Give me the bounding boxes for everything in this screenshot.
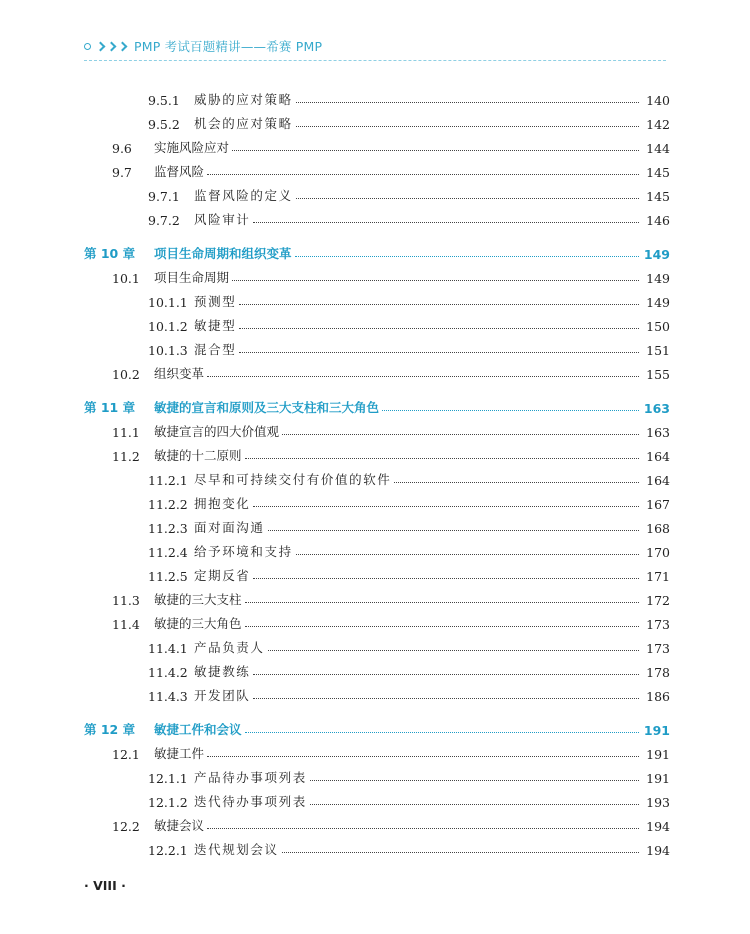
dot-leader	[282, 434, 639, 435]
toc-entry-title: 敏捷宣言的四大价值观	[154, 424, 280, 439]
toc-entry-page: 167	[646, 497, 670, 512]
table-of-contents	[0, 84, 750, 858]
dot-leader	[382, 410, 639, 411]
toc-entry-page: 193	[646, 795, 670, 810]
toc-entry-page: 149	[643, 247, 670, 262]
dot-leader	[245, 732, 639, 733]
dot-leader	[245, 626, 639, 627]
toc-entry-number: 10.1.1	[148, 295, 188, 310]
dot-leader	[310, 804, 639, 805]
toc-entry-page: 164	[646, 449, 670, 464]
dot-leader	[282, 852, 639, 853]
dot-leader	[253, 698, 639, 699]
toc-entry-number: 第 12 章	[84, 722, 136, 737]
toc-entry-title: 定期反省	[194, 568, 251, 583]
toc-entry-number: 9.5.1	[148, 93, 180, 108]
dot-leader	[207, 756, 639, 757]
toc-entry-title: 敏捷型	[194, 318, 237, 333]
toc-entry-number: 12.1.1	[148, 771, 188, 786]
toc-entry-number: 11.3	[112, 593, 140, 608]
toc-entry[interactable]	[0, 180, 750, 204]
dot-leader	[310, 780, 639, 781]
toc-entry-title: 实施风险应对	[154, 140, 230, 155]
header-divider	[84, 60, 666, 61]
dot-leader	[296, 126, 639, 127]
dot-leader	[268, 530, 639, 531]
toc-entry-page: 191	[646, 771, 670, 786]
page-number: · VIII ·	[84, 878, 126, 893]
toc-entry-title: 产品待办事项列表	[194, 770, 307, 785]
toc-entry-page: 151	[646, 343, 670, 358]
toc-entry-page: 149	[646, 271, 670, 286]
toc-entry-number: 10.2	[112, 367, 140, 382]
toc-entry-number: 9.6	[112, 141, 132, 156]
dot-leader	[207, 828, 639, 829]
toc-entry-page: 155	[646, 367, 670, 382]
toc-entry-title: 项目生命周期和组织变革	[154, 246, 292, 261]
toc-entry-title: 敏捷的三大角色	[154, 616, 242, 631]
toc-entry-number: 11.2.3	[148, 521, 188, 536]
toc-chapter-entry[interactable]	[0, 714, 750, 738]
dot-leader	[296, 554, 639, 555]
toc-entry[interactable]	[0, 512, 750, 536]
toc-entry-title: 敏捷教练	[194, 664, 251, 679]
toc-chapter-entry[interactable]	[0, 238, 750, 262]
dot-leader	[296, 102, 639, 103]
toc-entry-number: 9.7	[112, 165, 132, 180]
toc-entry-number: 9.5.2	[148, 117, 180, 132]
toc-entry-page: 178	[646, 665, 670, 680]
toc-entry-title: 预测型	[194, 294, 237, 309]
dot-leader	[239, 304, 639, 305]
toc-entry-page: 173	[646, 641, 670, 656]
toc-entry-number: 11.4.3	[148, 689, 188, 704]
dot-leader	[295, 256, 639, 257]
toc-entry-number: 11.2.2	[148, 497, 188, 512]
toc-entry-page: 173	[646, 617, 670, 632]
dot-leader	[245, 458, 639, 459]
toc-entry-page: 194	[646, 843, 670, 858]
toc-entry[interactable]	[0, 608, 750, 632]
toc-entry[interactable]	[0, 560, 750, 584]
dot-leader	[253, 674, 639, 675]
toc-entry-title: 尽早和可持续交付有价值的软件	[194, 472, 392, 487]
toc-entry[interactable]	[0, 656, 750, 680]
toc-entry-title: 敏捷的三大支柱	[154, 592, 242, 607]
toc-entry-page: 163	[646, 425, 670, 440]
dot-leader	[253, 506, 639, 507]
running-header	[84, 36, 322, 56]
toc-entry[interactable]	[0, 810, 750, 834]
dot-leader	[232, 280, 639, 281]
toc-entry-title: 敏捷工件和会议	[154, 722, 242, 737]
toc-entry-page: 194	[646, 819, 670, 834]
toc-entry-page: 145	[646, 165, 670, 180]
toc-entry[interactable]	[0, 632, 750, 656]
toc-entry-title: 项目生命周期	[154, 270, 230, 285]
dot-leader	[253, 578, 639, 579]
toc-entry[interactable]	[0, 156, 750, 180]
toc-entry-title: 拥抱变化	[194, 496, 251, 511]
toc-entry-page: 163	[643, 401, 670, 416]
circle-icon	[84, 43, 91, 50]
toc-entry-number: 第 10 章	[84, 246, 136, 261]
toc-entry-title: 混合型	[194, 342, 237, 357]
toc-entry-number: 11.2.1	[148, 473, 188, 488]
toc-entry[interactable]	[0, 286, 750, 310]
toc-entry[interactable]	[0, 440, 750, 464]
toc-entry-page: 191	[646, 747, 670, 762]
toc-entry-page: 146	[646, 213, 670, 228]
toc-entry[interactable]	[0, 464, 750, 488]
toc-entry[interactable]	[0, 204, 750, 228]
toc-entry-title: 迭代待办事项列表	[194, 794, 307, 809]
toc-entry-number: 11.4.2	[148, 665, 188, 680]
toc-entry-number: 11.2	[112, 449, 140, 464]
toc-entry-title: 敏捷的宣言和原则及三大支柱和三大角色	[154, 400, 380, 415]
toc-entry-page: 149	[646, 295, 670, 310]
dot-leader	[239, 328, 639, 329]
toc-entry-number: 12.2	[112, 819, 140, 834]
toc-entry[interactable]	[0, 416, 750, 440]
toc-entry-title: 威胁的应对策略	[194, 92, 293, 107]
toc-entry-page: 142	[646, 117, 670, 132]
toc-entry-number: 11.2.4	[148, 545, 188, 560]
dot-leader	[232, 150, 639, 151]
dot-leader	[245, 602, 639, 603]
toc-entry-number: 10.1.3	[148, 343, 188, 358]
toc-entry-page: 191	[643, 723, 670, 738]
toc-entry-page: 168	[646, 521, 670, 536]
toc-entry-number: 10.1.2	[148, 319, 188, 334]
toc-entry-number: 10.1	[112, 271, 140, 286]
toc-entry[interactable]	[0, 786, 750, 810]
toc-entry-number: 12.2.1	[148, 843, 188, 858]
toc-entry[interactable]	[0, 108, 750, 132]
dot-leader	[207, 174, 639, 175]
toc-entry-title: 机会的应对策略	[194, 116, 293, 131]
dot-leader	[239, 352, 639, 353]
toc-entry-number: 第 11 章	[84, 400, 136, 415]
toc-entry-number: 11.4	[112, 617, 140, 632]
toc-chapter-entry[interactable]	[0, 392, 750, 416]
toc-entry-title: 敏捷会议	[154, 818, 205, 833]
toc-entry-page: 171	[646, 569, 670, 584]
toc-entry-title: 敏捷工件	[154, 746, 205, 761]
dot-leader	[394, 482, 639, 483]
toc-entry[interactable]	[0, 680, 750, 704]
toc-entry-number: 11.1	[112, 425, 140, 440]
toc-entry-title: 给予环境和支持	[194, 544, 293, 559]
toc-entry-title: 风险审计	[194, 212, 251, 227]
toc-entry-title: 组织变革	[154, 366, 205, 381]
toc-entry-title: 开发团队	[194, 688, 251, 703]
toc-entry-page: 145	[646, 189, 670, 204]
toc-entry-title: 敏捷的十二原则	[154, 448, 242, 463]
dot-leader	[207, 376, 639, 377]
toc-entry-number: 12.1	[112, 747, 140, 762]
dot-leader	[296, 198, 639, 199]
toc-entry[interactable]	[0, 334, 750, 358]
toc-entry-page: 144	[646, 141, 670, 156]
toc-entry[interactable]	[0, 536, 750, 560]
dot-leader	[253, 222, 639, 223]
toc-entry-title: 监督风险的定义	[194, 188, 293, 203]
toc-entry[interactable]	[0, 762, 750, 786]
toc-entry[interactable]	[0, 310, 750, 334]
chevron-right-icon	[97, 43, 130, 50]
toc-entry-page: 172	[646, 593, 670, 608]
toc-entry[interactable]	[0, 738, 750, 762]
toc-entry-title: 监督风险	[154, 164, 205, 179]
toc-entry-page: 164	[646, 473, 670, 488]
toc-entry[interactable]	[0, 84, 750, 108]
toc-entry-number: 12.1.2	[148, 795, 188, 810]
toc-entry[interactable]	[0, 358, 750, 382]
toc-entry-title: 产品负责人	[194, 640, 265, 655]
toc-entry[interactable]	[0, 834, 750, 858]
toc-entry-title: 迭代规划会议	[194, 842, 279, 857]
toc-entry-number: 11.2.5	[148, 569, 188, 584]
toc-entry-number: 9.7.2	[148, 213, 180, 228]
toc-entry[interactable]	[0, 488, 750, 512]
toc-entry[interactable]	[0, 584, 750, 608]
toc-entry-page: 170	[646, 545, 670, 560]
toc-entry-page: 140	[646, 93, 670, 108]
toc-entry-page: 150	[646, 319, 670, 334]
dot-leader	[268, 650, 639, 651]
toc-entry-number: 11.4.1	[148, 641, 188, 656]
toc-entry-page: 186	[646, 689, 670, 704]
toc-entry[interactable]	[0, 262, 750, 286]
toc-entry-title: 面对面沟通	[194, 520, 265, 535]
toc-entry[interactable]	[0, 132, 750, 156]
header-title: PMP 考试百题精讲——希赛 PMP	[134, 39, 323, 54]
toc-entry-number: 9.7.1	[148, 189, 180, 204]
